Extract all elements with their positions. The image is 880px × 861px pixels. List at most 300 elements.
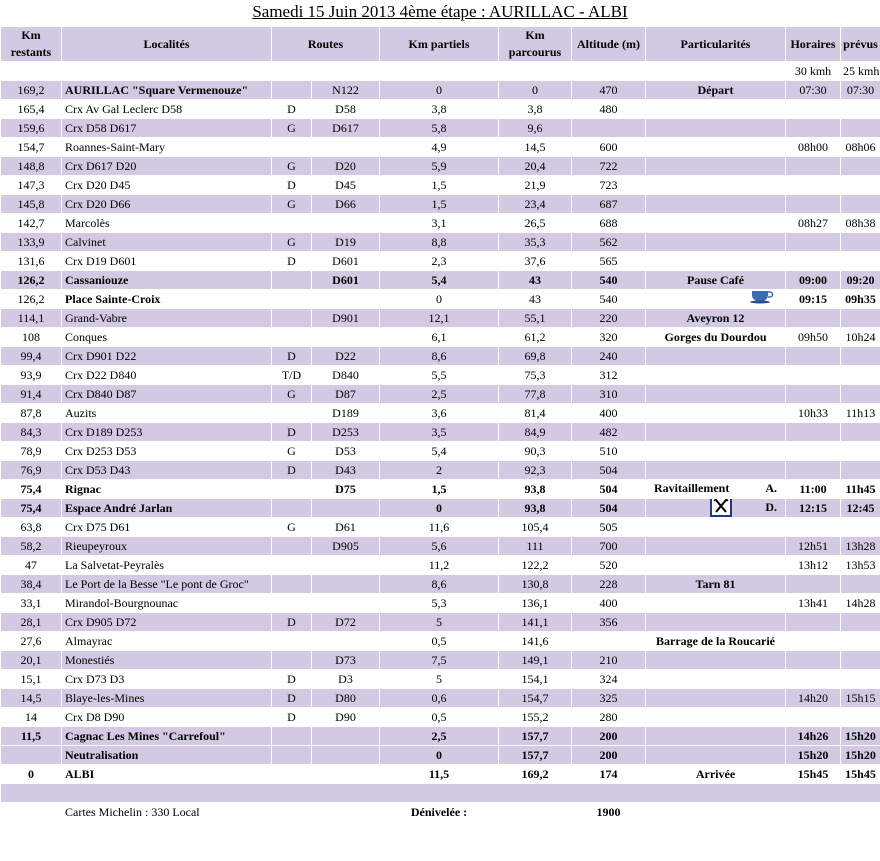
table-row — [1, 670, 880, 689]
particularite-text: Pause Café — [687, 272, 744, 287]
cell-alt: 400 — [572, 404, 646, 423]
cell-route — [312, 575, 380, 594]
cell-kmc: 130,8 — [499, 575, 572, 594]
cell-alt: 280 — [572, 708, 646, 727]
cell-loc: Crx D58 D617 — [62, 119, 272, 138]
cell-kmp: 0,5 — [380, 708, 499, 727]
cell-loc: Crx D20 D45 — [62, 176, 272, 195]
speed-row — [1, 62, 880, 81]
cell-alt: 504 — [572, 461, 646, 480]
stage-table — [0, 26, 880, 822]
cell-kmc: 154,1 — [499, 670, 572, 689]
cell-loc: Crx D75 D61 — [62, 518, 272, 537]
cell-loc: Roannes-Saint-Mary — [62, 138, 272, 157]
cell-h2: 15h20 — [841, 727, 880, 746]
cell-h2: 08h38 — [841, 214, 880, 233]
cell-h2 — [841, 461, 880, 480]
cell-side — [272, 81, 312, 100]
table-row — [1, 404, 880, 423]
cell-kmc: 90,3 — [499, 442, 572, 461]
cell-alt: 565 — [572, 252, 646, 271]
cell-side — [272, 632, 312, 651]
cell-alt: 325 — [572, 689, 646, 708]
cell-alt: 240 — [572, 347, 646, 366]
table-row — [1, 461, 880, 480]
cell-alt: 480 — [572, 100, 646, 119]
cell-h1: 14h20 — [786, 689, 841, 708]
cell-kmc: 141,6 — [499, 632, 572, 651]
cell-part — [646, 556, 786, 575]
footer-row — [1, 803, 880, 822]
cell-route: D901 — [312, 309, 380, 328]
cell-kmr: 75,4 — [1, 480, 62, 499]
cell-h1: 08h00 — [786, 138, 841, 157]
cell-alt: 688 — [572, 214, 646, 233]
table-row — [1, 366, 880, 385]
cell-h1: 09:00 — [786, 271, 841, 290]
cell-route — [312, 556, 380, 575]
cell-kmp: 1,5 — [380, 176, 499, 195]
table-row — [1, 632, 880, 651]
cell-kmr: 145,8 — [1, 195, 62, 214]
cell-loc: AURILLAC "Square Vermenouze" — [62, 81, 272, 100]
cell-kmp: 8,6 — [380, 347, 499, 366]
cell-loc: Mirandol-Bourgnounac — [62, 594, 272, 613]
cell-part — [646, 271, 786, 290]
cell-kmc: 9,6 — [499, 119, 572, 138]
cell-kmc: 26,5 — [499, 214, 572, 233]
cell-route: N122 — [312, 81, 380, 100]
cell-kmr: 154,7 — [1, 138, 62, 157]
cell-route: D72 — [312, 613, 380, 632]
cell-h1: 13h12 — [786, 556, 841, 575]
cell-loc: Crx D189 D253 — [62, 423, 272, 442]
cell-part — [646, 689, 786, 708]
cell-side: D — [272, 100, 312, 119]
table-row — [1, 594, 880, 613]
cell-side — [272, 727, 312, 746]
header-horaires: Horaires — [786, 27, 841, 62]
cell-part — [646, 613, 786, 632]
table-row — [1, 157, 880, 176]
cell-loc: Crx D73 D3 — [62, 670, 272, 689]
cell-alt: 600 — [572, 138, 646, 157]
cell-kmc: 111 — [499, 537, 572, 556]
cell-route: D87 — [312, 385, 380, 404]
cell-kmp: 11,2 — [380, 556, 499, 575]
cell-alt: 504 — [572, 480, 646, 499]
cell-kmc: 155,2 — [499, 708, 572, 727]
cell-side: D — [272, 461, 312, 480]
cell-alt: 562 — [572, 233, 646, 252]
table-row — [1, 100, 880, 119]
cell-side — [272, 328, 312, 347]
cell-kmc: 69,8 — [499, 347, 572, 366]
cell-kmr: 15,1 — [1, 670, 62, 689]
cell-h2 — [841, 613, 880, 632]
cell-route: D90 — [312, 708, 380, 727]
cell-part — [646, 727, 786, 746]
cartes-text: Cartes Michelin : 330 Local — [62, 803, 272, 822]
cell-h1: 10h33 — [786, 404, 841, 423]
cell-alt: 310 — [572, 385, 646, 404]
cell-alt: 722 — [572, 157, 646, 176]
cell-side — [272, 271, 312, 290]
cell-side — [272, 651, 312, 670]
cell-h2: 12:45 — [841, 499, 880, 518]
cell-route: D601 — [312, 252, 380, 271]
cell-kmr: 14 — [1, 708, 62, 727]
cell-route — [312, 765, 380, 784]
table-row — [1, 290, 880, 309]
cell-kmc: 61,2 — [499, 328, 572, 347]
cell-part — [646, 157, 786, 176]
cell-loc: Crx D901 D22 — [62, 347, 272, 366]
cell-kmp: 3,5 — [380, 423, 499, 442]
cell-h2: 15h20 — [841, 746, 880, 765]
cell-part — [646, 746, 786, 765]
cell-kmr: 126,2 — [1, 290, 62, 309]
table-row — [1, 651, 880, 670]
cell-part — [646, 537, 786, 556]
cell-side: G — [272, 518, 312, 537]
table-row — [1, 537, 880, 556]
cell-side — [272, 537, 312, 556]
cell-loc: Marcolès — [62, 214, 272, 233]
cell-kmr: 11,5 — [1, 727, 62, 746]
cell-kmc: 37,6 — [499, 252, 572, 271]
cell-route — [312, 328, 380, 347]
cell-loc: Crx D20 D66 — [62, 195, 272, 214]
cell-kmr: 93,9 — [1, 366, 62, 385]
cell-alt: 510 — [572, 442, 646, 461]
cell-kmr: 133,9 — [1, 233, 62, 252]
table-row — [1, 480, 880, 499]
cell-side — [272, 556, 312, 575]
cell-kmr: 91,4 — [1, 385, 62, 404]
cell-alt: 700 — [572, 537, 646, 556]
cell-side: T/D — [272, 366, 312, 385]
cell-kmp: 6,1 — [380, 328, 499, 347]
cell-h2 — [841, 157, 880, 176]
particularite-text: Aveyron 12 — [686, 310, 745, 325]
cell-h2 — [841, 309, 880, 328]
cell-part — [646, 214, 786, 233]
cell-h2: 07:30 — [841, 81, 880, 100]
cell-kmr: 142,7 — [1, 214, 62, 233]
cell-h2 — [841, 651, 880, 670]
cell-side — [272, 290, 312, 309]
header-row — [1, 27, 880, 62]
cell-kmc: 92,3 — [499, 461, 572, 480]
cell-side: G — [272, 195, 312, 214]
cell-kmp: 3,1 — [380, 214, 499, 233]
table-row — [1, 214, 880, 233]
cell-part — [646, 290, 786, 309]
cell-loc: Crx D253 D53 — [62, 442, 272, 461]
cell-kmp: 8,6 — [380, 575, 499, 594]
cell-h1: 12:15 — [786, 499, 841, 518]
cell-kmr: 63,8 — [1, 518, 62, 537]
part-suffix: D. — [765, 500, 777, 514]
table-row — [1, 708, 880, 727]
cell-h2 — [841, 632, 880, 651]
cell-part — [646, 404, 786, 423]
table-row — [1, 347, 880, 366]
cell-loc: Crx D53 D43 — [62, 461, 272, 480]
cell-route: D22 — [312, 347, 380, 366]
cell-kmc: 77,8 — [499, 385, 572, 404]
cell-loc: Le Port de la Besse "Le pont de Groc" — [62, 575, 272, 594]
table-row — [1, 765, 880, 784]
cell-h1: 15h45 — [786, 765, 841, 784]
cell-route — [312, 290, 380, 309]
cell-h2 — [841, 385, 880, 404]
cell-h2: 13h28 — [841, 537, 880, 556]
cell-part — [646, 195, 786, 214]
cell-loc: Crx D905 D72 — [62, 613, 272, 632]
cell-kmp: 5,5 — [380, 366, 499, 385]
table-row — [1, 252, 880, 271]
cell-h2 — [841, 195, 880, 214]
cell-kmc: 55,1 — [499, 309, 572, 328]
cell-loc: Cagnac Les Mines "Carrefoul" — [62, 727, 272, 746]
cell-kmr: 0 — [1, 765, 62, 784]
cell-part — [646, 119, 786, 138]
cell-route: D617 — [312, 119, 380, 138]
table-row — [1, 727, 880, 746]
cell-route: D905 — [312, 537, 380, 556]
cell-side: D — [272, 347, 312, 366]
cell-route: D840 — [312, 366, 380, 385]
cell-kmr: 169,2 — [1, 81, 62, 100]
cell-loc: Crx D617 D20 — [62, 157, 272, 176]
cell-loc: Place Sainte-Croix — [62, 290, 272, 309]
cell-route: D43 — [312, 461, 380, 480]
cell-route: D601 — [312, 271, 380, 290]
cell-h2: 13h53 — [841, 556, 880, 575]
cell-loc: Crx Av Gal Leclerc D58 — [62, 100, 272, 119]
cell-kmc: 169,2 — [499, 765, 572, 784]
cell-part — [646, 461, 786, 480]
table-row — [1, 499, 880, 518]
table-row — [1, 575, 880, 594]
cell-kmc: 81,4 — [499, 404, 572, 423]
header-routes: Routes — [272, 27, 380, 62]
table-row — [1, 233, 880, 252]
cell-kmr — [1, 746, 62, 765]
cell-h1 — [786, 518, 841, 537]
cell-loc: Crx D19 D601 — [62, 252, 272, 271]
cell-loc: Calvinet — [62, 233, 272, 252]
cell-kmp: 1,5 — [380, 195, 499, 214]
coffee-cup-icon — [748, 290, 774, 309]
cell-h1 — [786, 195, 841, 214]
cell-kmr: 76,9 — [1, 461, 62, 480]
cell-h1 — [786, 252, 841, 271]
cell-part — [646, 252, 786, 271]
cell-part — [646, 347, 786, 366]
cell-kmr: 28,1 — [1, 613, 62, 632]
cell-kmp: 2,5 — [380, 385, 499, 404]
cell-side: G — [272, 119, 312, 138]
cell-kmc: 93,8 — [499, 499, 572, 518]
denivelee-value: 1900 — [572, 803, 646, 822]
cell-route: D66 — [312, 195, 380, 214]
cell-alt: 356 — [572, 613, 646, 632]
cell-part — [646, 499, 786, 518]
cell-h1: 15h20 — [786, 746, 841, 765]
cell-kmr: 99,4 — [1, 347, 62, 366]
cell-h2 — [841, 100, 880, 119]
cell-h1: 14h26 — [786, 727, 841, 746]
cell-h2 — [841, 575, 880, 594]
particularite-text: Barrage de la Roucarié — [656, 633, 775, 648]
table-row — [1, 385, 880, 404]
cell-kmc: 157,7 — [499, 746, 572, 765]
cell-side: D — [272, 423, 312, 442]
cell-part — [646, 176, 786, 195]
cell-loc: ALBI — [62, 765, 272, 784]
cell-h2: 11h45 — [841, 480, 880, 499]
cell-kmp: 5,3 — [380, 594, 499, 613]
cell-alt: 505 — [572, 518, 646, 537]
cell-kmp: 5,9 — [380, 157, 499, 176]
cell-h2 — [841, 176, 880, 195]
cell-side: D — [272, 176, 312, 195]
cell-h2: 09:20 — [841, 271, 880, 290]
header-km-parcourus: Km parcourus — [499, 27, 572, 62]
cell-part — [646, 423, 786, 442]
cell-h1 — [786, 670, 841, 689]
cell-side: G — [272, 157, 312, 176]
table-row — [1, 138, 880, 157]
cell-h2: 15h45 — [841, 765, 880, 784]
cell-route — [312, 727, 380, 746]
cell-kmr: 159,6 — [1, 119, 62, 138]
cell-part — [646, 309, 786, 328]
cell-part — [646, 100, 786, 119]
cell-kmp: 7,5 — [380, 651, 499, 670]
cell-loc: Conques — [62, 328, 272, 347]
cell-kmc: 154,7 — [499, 689, 572, 708]
cell-alt: 210 — [572, 651, 646, 670]
cell-alt: 723 — [572, 176, 646, 195]
cell-part — [646, 233, 786, 252]
cell-part — [646, 518, 786, 537]
cell-h2 — [841, 347, 880, 366]
cell-h1: 12h51 — [786, 537, 841, 556]
cell-kmr: 84,3 — [1, 423, 62, 442]
header-particularites: Particularités — [646, 27, 786, 62]
cell-kmp: 5,4 — [380, 442, 499, 461]
particularite-text: Gorges du Dourdou — [664, 329, 767, 344]
cell-route — [312, 632, 380, 651]
cell-part — [646, 138, 786, 157]
fork-knife-icon — [710, 499, 732, 518]
cell-h1 — [786, 157, 841, 176]
cell-route: D253 — [312, 423, 380, 442]
cell-route — [312, 138, 380, 157]
cell-loc: Auzits — [62, 404, 272, 423]
cell-kmp: 5,4 — [380, 271, 499, 290]
cell-kmp: 2,5 — [380, 727, 499, 746]
cell-kmp: 11,5 — [380, 765, 499, 784]
cell-alt: 520 — [572, 556, 646, 575]
cell-kmr: 27,6 — [1, 632, 62, 651]
cell-part — [646, 81, 786, 100]
cell-kmc: 43 — [499, 290, 572, 309]
cell-part — [646, 442, 786, 461]
table-row — [1, 328, 880, 347]
cell-kmp: 0 — [380, 746, 499, 765]
cell-kmc: 23,4 — [499, 195, 572, 214]
table-row — [1, 176, 880, 195]
cell-h1 — [786, 423, 841, 442]
cell-part — [646, 385, 786, 404]
cell-side — [272, 309, 312, 328]
cell-kmc: 93,8 — [499, 480, 572, 499]
cell-part — [646, 651, 786, 670]
cell-h1 — [786, 613, 841, 632]
cell-side — [272, 746, 312, 765]
cell-kmc: 20,4 — [499, 157, 572, 176]
cell-side — [272, 404, 312, 423]
cell-kmp: 11,6 — [380, 518, 499, 537]
cell-side — [272, 499, 312, 518]
cell-h1 — [786, 233, 841, 252]
cell-alt: 540 — [572, 290, 646, 309]
cell-kmc: 84,9 — [499, 423, 572, 442]
cell-kmp: 5 — [380, 613, 499, 632]
table-row — [1, 81, 880, 100]
cell-route: D45 — [312, 176, 380, 195]
cell-alt: 312 — [572, 366, 646, 385]
cell-h2 — [841, 366, 880, 385]
cell-route — [312, 499, 380, 518]
cell-route: D75 — [312, 480, 380, 499]
cell-h2: 15h15 — [841, 689, 880, 708]
cell-kmp: 12,1 — [380, 309, 499, 328]
speed-25: 25 kmh — [841, 62, 880, 81]
cell-kmr: 38,4 — [1, 575, 62, 594]
cell-h1 — [786, 309, 841, 328]
cell-kmp: 4,9 — [380, 138, 499, 157]
cell-kmp: 2,3 — [380, 252, 499, 271]
cell-part — [646, 366, 786, 385]
cell-kmr: 114,1 — [1, 309, 62, 328]
cell-kmr: 75,4 — [1, 499, 62, 518]
cell-side — [272, 765, 312, 784]
cell-kmr: 78,9 — [1, 442, 62, 461]
cell-h2 — [841, 119, 880, 138]
cell-kmp: 0 — [380, 81, 499, 100]
cell-side: D — [272, 613, 312, 632]
speed-30: 30 kmh — [786, 62, 841, 81]
cell-h1: 13h41 — [786, 594, 841, 613]
cell-part — [646, 708, 786, 727]
cell-loc: Crx D840 D87 — [62, 385, 272, 404]
cell-h2 — [841, 708, 880, 727]
cell-h2 — [841, 518, 880, 537]
table-row — [1, 119, 880, 138]
cell-kmp: 2 — [380, 461, 499, 480]
cell-route — [312, 594, 380, 613]
table-row — [1, 271, 880, 290]
cell-kmc: 136,1 — [499, 594, 572, 613]
cell-side — [272, 575, 312, 594]
table-row — [1, 309, 880, 328]
